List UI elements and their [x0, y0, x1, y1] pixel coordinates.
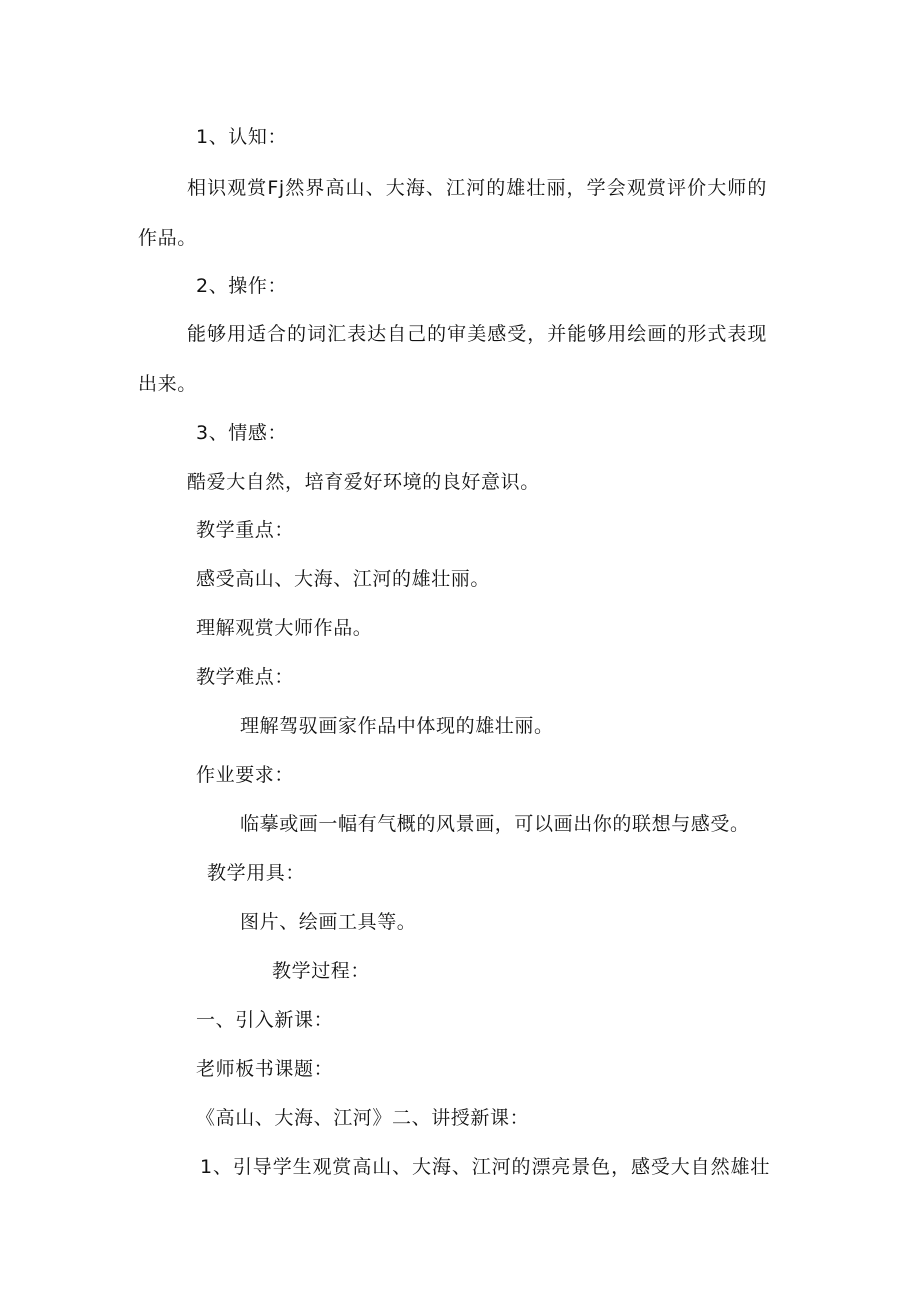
- objective-1-text-line-2: 作品。: [138, 227, 197, 249]
- teaching-process-heading: 教学过程：: [272, 960, 371, 982]
- objective-2-heading: 2、操作：: [196, 275, 288, 297]
- section-1-text: 老师板书课题：: [196, 1058, 334, 1080]
- difficult-points-heading: 教学难点：: [196, 666, 295, 688]
- homework-heading: 作业要求：: [196, 764, 295, 786]
- section-1-heading: 一、引入新课：: [196, 1009, 334, 1031]
- objective-2-text-line-2: 出来。: [138, 373, 197, 395]
- teaching-tools-heading: 教学用具：: [207, 862, 306, 884]
- course-title-and-section-2: 《高山、大海、江河》二、讲授新课：: [196, 1107, 530, 1129]
- difficult-point-text: 理解驾驭画家作品中体现的雄壮丽。: [240, 715, 554, 737]
- key-point-1: 感受高山、大海、江河的雄壮丽。: [196, 568, 491, 590]
- homework-text: 临摹或画一幅有气概的风景画，可以画出你的联想与感受。: [240, 813, 750, 835]
- key-points-heading: 教学重点：: [196, 519, 295, 541]
- objective-2-text-line-1: 能够用适合的词汇表达自己的审美感受，并能够用绘画的形式表现: [187, 323, 767, 345]
- objective-3-heading: 3、情感：: [196, 422, 288, 444]
- objective-1-text-line-1: 相识观赏Fj然界高山、大海、江河的雄壮丽，学会观赏评价大师的: [187, 177, 767, 199]
- objective-1-heading: 1、认知：: [196, 126, 288, 148]
- section-2-step-1: 1、引导学生观赏高山、大海、江河的漂亮景色，感受大自然雄壮: [200, 1156, 770, 1178]
- key-point-2: 理解观赏大师作品。: [196, 617, 373, 639]
- teaching-tools-text: 图片、绘画工具等。: [240, 911, 417, 933]
- objective-3-text: 酷爱大自然，培育爱好环境的良好意识。: [187, 471, 540, 493]
